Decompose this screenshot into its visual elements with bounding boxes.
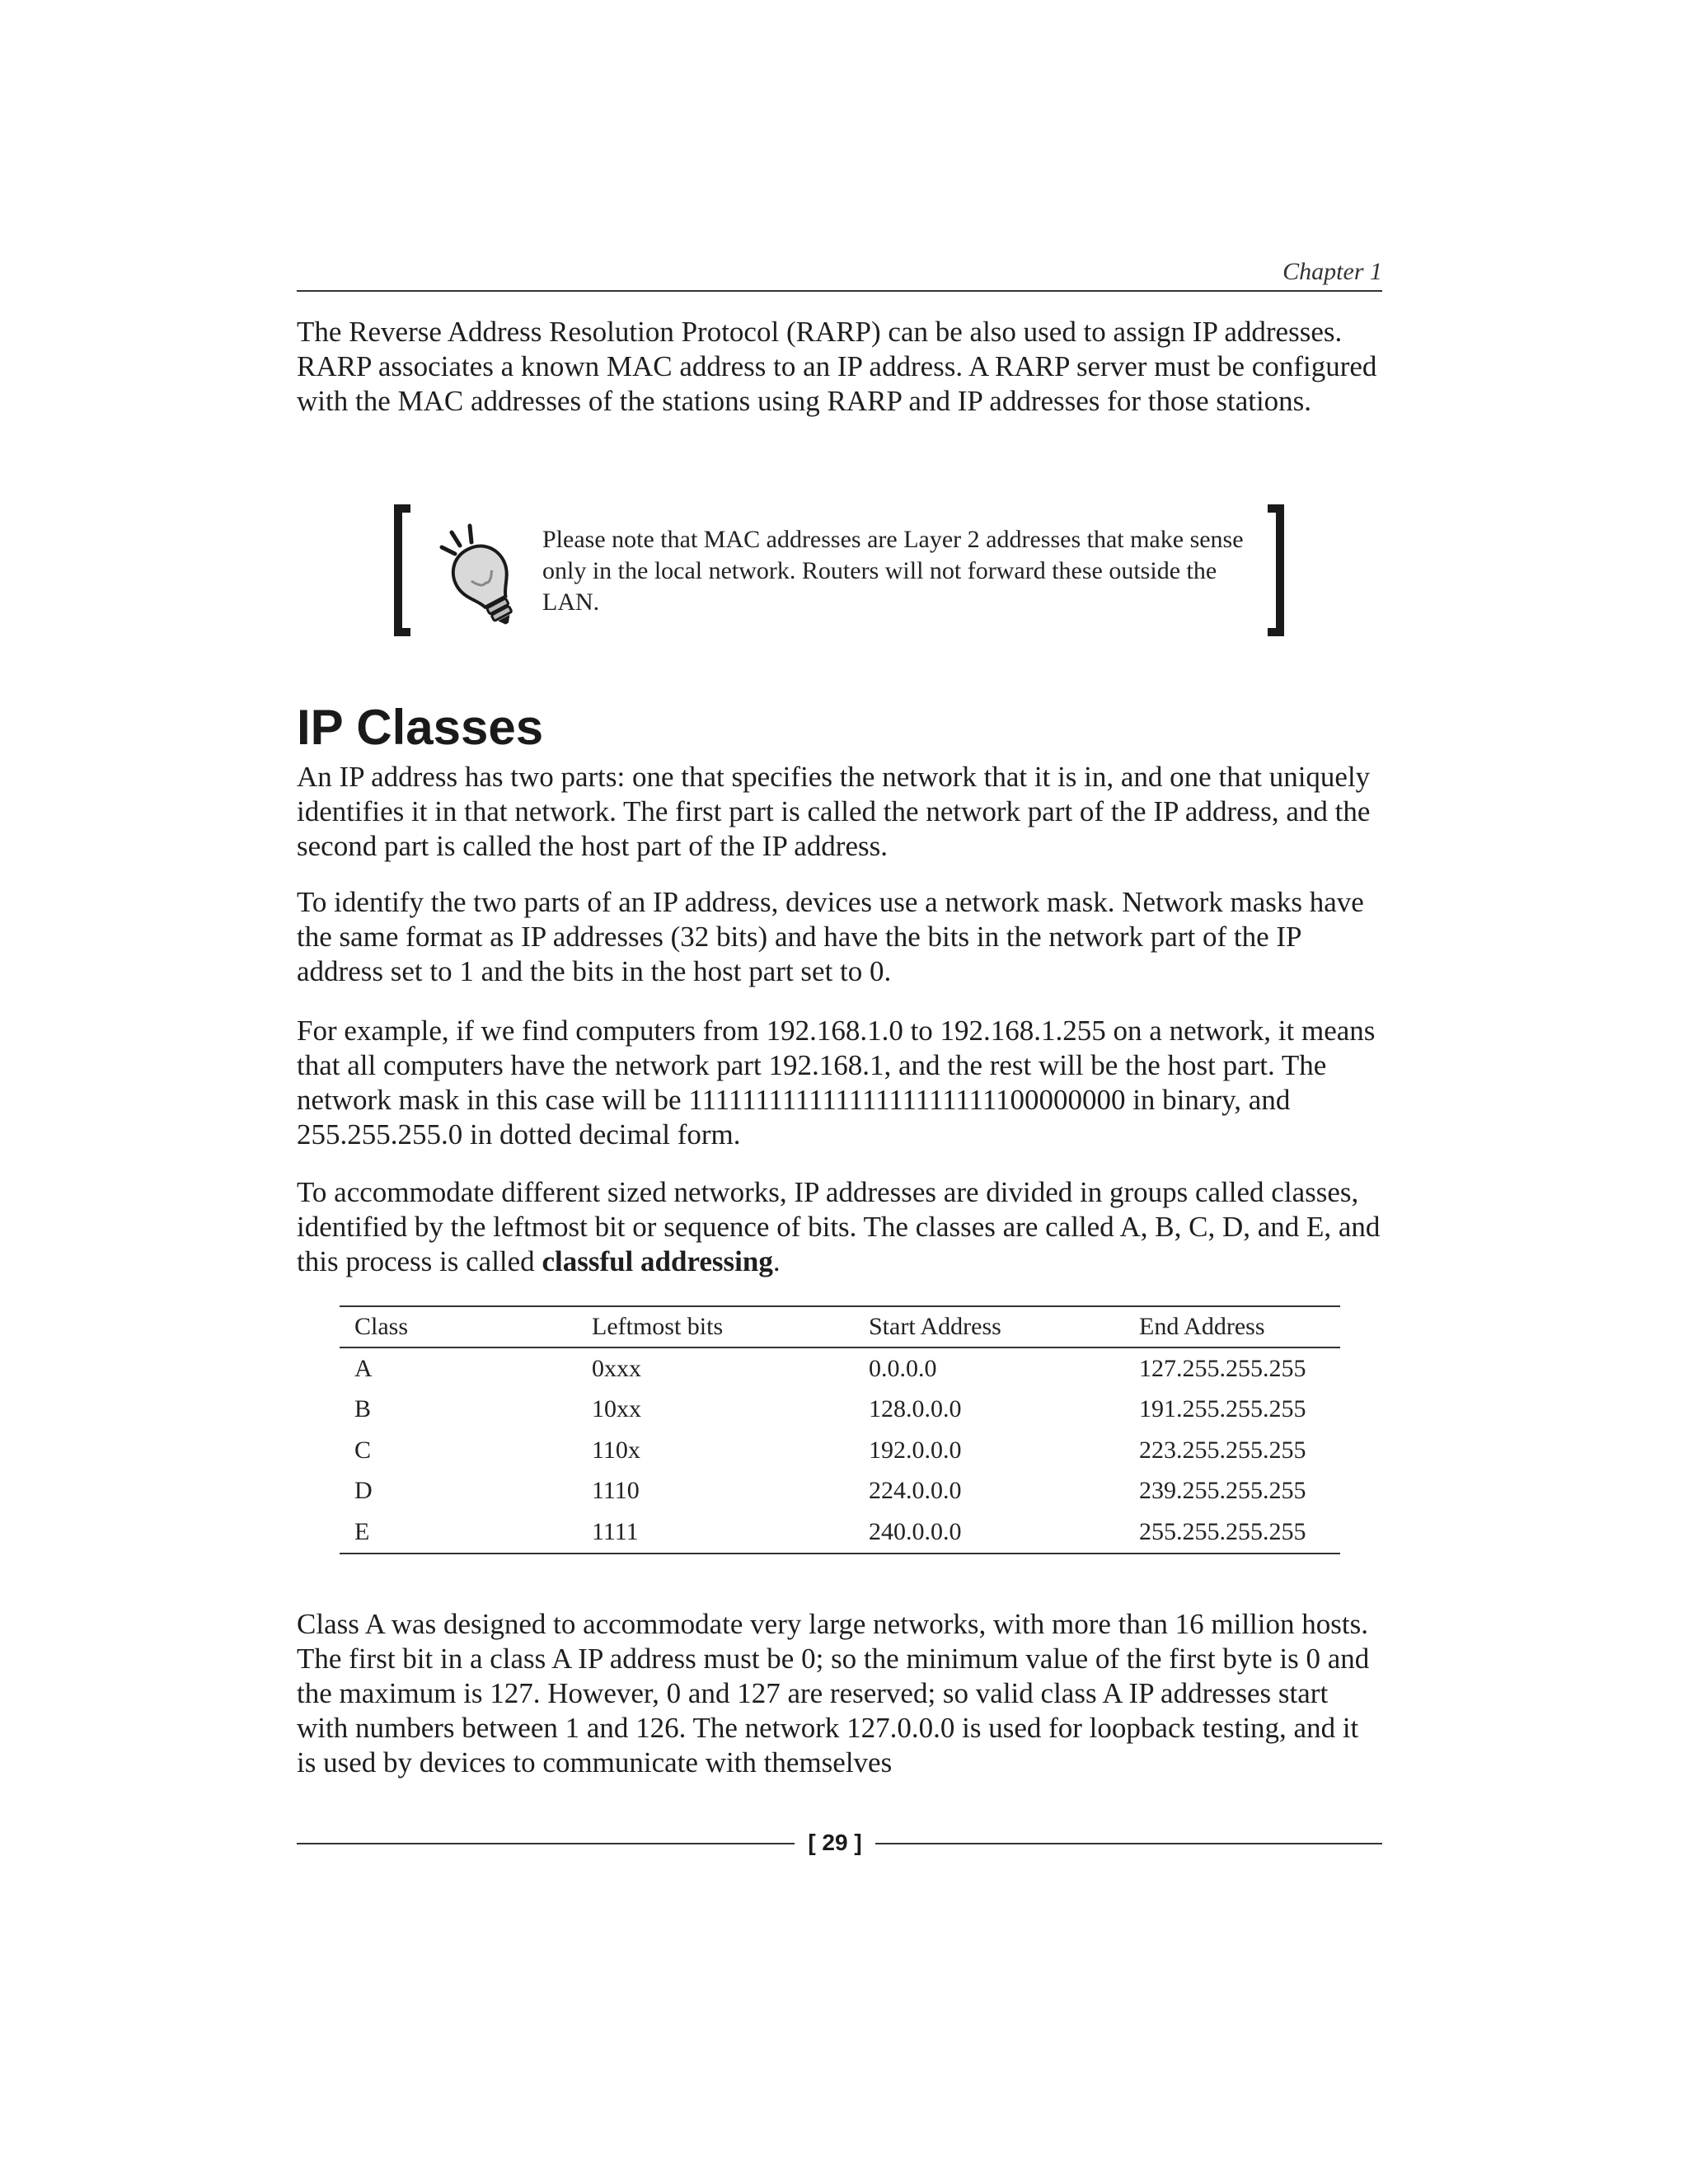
table-cell-leftmost-bits: 110x [592, 1436, 640, 1464]
paragraph-class-a: Class A was designed to accommodate very large networks, with more than 16 million hosts. The first bit in a class A IP address must be 0; so the minimum value of the first byte is 0 and the maximum is 127. However, 0 and 127 are reserved; so valid class A IP addresses start with numbers between 1 and 126. The network 127.0.0.0 is used for loopback testing, and it is used by devices to communicate with themselves [297, 1608, 1370, 1779]
table-cell-class: D [354, 1477, 373, 1505]
table-header-start-address: Start Address [854, 1306, 1124, 1347]
running-header-chapter: Chapter 1 [1282, 258, 1382, 285]
note-bracket-right [1268, 504, 1284, 636]
table-row [340, 1511, 1340, 1554]
table-header-end-address: End Address [1124, 1306, 1340, 1347]
paragraph-rarp: The Reverse Address Resolution Protocol (RARP) can be also used to assign IP addresses. RARP associates a known MAC address to an IP address. A RARP server must be configured with the MAC addresses of the stations using RARP and IP addresses for those stations. [297, 316, 1377, 417]
header-rule [297, 290, 1382, 292]
table-header-row [340, 1306, 1340, 1347]
note-bracket-left [394, 504, 410, 636]
table-cell-start-address: 128.0.0.0 [869, 1395, 962, 1423]
table-cell-leftmost-bits: 0xxx [592, 1354, 641, 1382]
table-cell-class: A [354, 1354, 373, 1382]
table-cell-end-address: 191.255.255.255 [1139, 1395, 1306, 1423]
note-callout [394, 504, 1284, 641]
footer-rule-right [875, 1843, 1382, 1844]
page-number: [ 29 ] [808, 1830, 862, 1855]
table-cell-start-address: 192.0.0.0 [869, 1436, 962, 1464]
paragraph-classes-intro [297, 1175, 1382, 1279]
table-cell-class: B [354, 1395, 372, 1423]
table-cell-leftmost-bits: 1110 [592, 1477, 640, 1505]
table-cell-end-address: 239.255.255.255 [1139, 1477, 1306, 1505]
table-row [340, 1471, 1340, 1512]
note-text: Please note that MAC addresses are Layer 2 addresses that make sense only in the local network. Routers will not forward these outside the LAN. [542, 526, 1244, 616]
ip-classes-table [340, 1305, 1340, 1554]
table-header-class: Class [340, 1306, 577, 1347]
table-cell-class: C [354, 1436, 372, 1464]
lightbulb-icon [434, 521, 516, 636]
paragraph-network-mask: To identify the two parts of an IP address, devices use a network mask. Network masks have the same format as IP addresses (32 bits) and have the bits in the network part of the IP address set to 1 and the bits in the host part set to 0. [297, 886, 1364, 987]
table-header-leftmost-bits: Leftmost bits [577, 1306, 854, 1347]
classes-intro-end: . [772, 1245, 781, 1277]
table-row [340, 1430, 1340, 1471]
paragraph-example: For example, if we find computers from 192.168.1.0 to 192.168.1.255 on a network, it means that all computers have the network part 192.168.1, and the rest will be the host part. The network mask in this case will be 11111111111111111111111100000000 in binary, and 255.255.255.0 in dotted decimal form. [297, 1015, 1376, 1151]
section-heading-ip-classes: IP Classes [297, 700, 544, 755]
footer-rule-left [297, 1843, 795, 1844]
classful-addressing-term: classful addressing [542, 1245, 773, 1277]
table-row [340, 1390, 1340, 1431]
table-cell-start-address: 0.0.0.0 [869, 1354, 937, 1382]
table-cell-end-address: 255.255.255.255 [1124, 1511, 1340, 1554]
table-row [340, 1347, 1340, 1390]
paragraph-two-parts: An IP address has two parts: one that specifies the network that it is in, and one that uniquely identifies it in that network. The first part is called the network part of the IP address, and the second part is called the host part of the IP address. [297, 761, 1371, 862]
table-cell-leftmost-bits: 10xx [592, 1395, 641, 1423]
table-cell-start-address: 240.0.0.0 [854, 1511, 1124, 1554]
table-cell-end-address: 223.255.255.255 [1139, 1436, 1306, 1464]
table-cell-class: E [340, 1511, 577, 1554]
table-cell-start-address: 224.0.0.0 [869, 1477, 962, 1505]
table-cell-end-address: 127.255.255.255 [1139, 1354, 1306, 1382]
classes-intro-text: To accommodate different sized networks, IP addresses are divided in groups called classes, identified by the leftmost bit or sequence of bits. The classes are called A, B, C, D, and E, and this process is called [297, 1176, 1381, 1277]
table-cell-leftmost-bits: 1111 [577, 1511, 854, 1554]
